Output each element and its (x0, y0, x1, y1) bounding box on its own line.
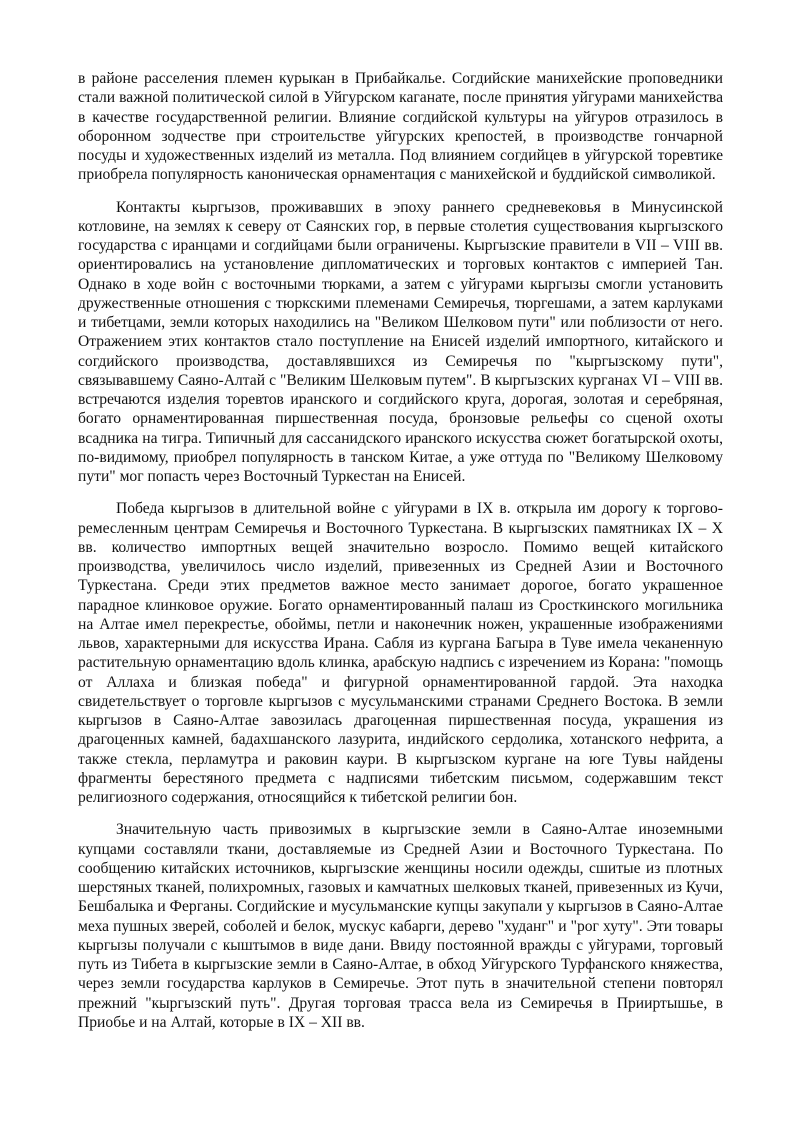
paragraph-kyrgyz-contacts: Контакты кыргызов, проживавших в эпоху раннего средневековья в Минусинской котловине, на землях к северу от Саянских гор, в первые столетия существования кыргызского государства с иранцами и согдийцами были ограничены. Кыргызские правители в VII – VIII вв. ориентировались на установление дипломатических и торговых контактов с империей Тан. Однако в ходе войн с восточными тюрками, а затем с уйгурами кыргызы смогли установить дружественные отношения с тюркскими племенами Семиречья, тюргешами, а затем карлуками и тибетцами, земли которых находились на "Великом Шелковом пути" или поблизости от него. Отражением этих контактов стало поступление на Енисей изделий импортного, китайского и согдийского производства, доставлявшихся из Семиречья по "кыргызскому пути", связывавшему Саяно-Алтай с "Великим Шелковым путем". В кыргызских курганах VI – VIII вв. встречаются изделия торевтов иранского и согдийского круга, дорогая, золотая и серебряная, богато орнаментированная пиршественная посуда, бронзовые рельефы со сценой охоты всадника на тигра. Типичный для сассанидского иранского искусства сюжет богатырской охоты, по-видимому, приобрел популярность в танском Китае, а уже оттуда по "Великому Шелковому пути" мог попасть через Восточный Туркестан на Енисей. (78, 198, 723, 485)
paragraph-imported-fabrics: Значительную часть привозимых в кыргызские земли в Саяно-Алтае иноземными купцами составляли ткани, доставляемые из Средней Азии и Восточного Туркестана. По сообщению китайских источников, кыргызские женщины носили одежды, сшитые из плотных шерстяных тканей, полихромных, газовых и камчатных шелковых тканей, привезенных из Кучи, Бешбалыка и Ферганы. Согдийские и мусульманские купцы закупали у кыргызов в Саяно-Алтае меха пушных зверей, соболей и белок, мускус кабарги, дерево "худанг" и "рог хуту". Эти товары кыргызы получали с кыштымов в виде дани. Ввиду постоянной вражды с уйгурами, торговый путь из Тибета в кыргызские земли в Саяно-Алтае, в обход Уйгурского Турфанского княжества, через земли государства карлуков в Семиречье. Этот путь в значительной степени повторял прежний "кыргызский путь". Другая торговая трасса вела из Семиречья в Прииртышье, в Приобье и на Алтай, которые в IX – XII вв. (78, 821, 723, 1031)
paragraph-continuation: в районе расселения племен курыкан в Прибайкалье. Согдийские манихейские проповедники стали важной политической силой в Уйгурском каганате, после принятия уйгурами манихейства в качестве государственной религии. Влияние согдийской культуры на уйгуров отразилось в оборонном зодчестве при строительстве уйгурских крепостей, в производстве гончарной посуды и художественных изделий из металла. Под влиянием согдийцев в уйгурской торевтике приобрела популярность каноническая орнаментация с манихейской и буддийской символикой. (78, 70, 723, 184)
paragraph-kyrgyz-victory: Победа кыргызов в длительной войне с уйгурами в IX в. открыла им дорогу к торгово-ремесленным центрам Семиречья и Восточного Туркестана. В кыргызских памятниках IX – X вв. количество импортных вещей значительно возросло. Помимо вещей китайского производства, увеличилось число изделий, привезенных из Средней Азии и Восточного Туркестана. Среди этих предметов важное место занимает дорогое, богато украшенное парадное клинковое оружие. Богато орнаментированный палаш из Сросткинского могильника на Алтае имел перекрестье, обоймы, петли и наконечник ножен, украшенные изображениями львов, характерными для искусства Ирана. Сабля из кургана Багыра в Туве имела чеканенную растительную орнаментацию вдоль клинка, арабскую надпись с изречением из Корана: "помощь от Аллаха и близкая победа" и фигурной орнаментированной гардой. Эта находка свидетельствует о торговле кыргызов с мусульманскими странами Среднего Востока. В земли кыргызов в Саяно-Алтае завозилась драгоценная пиршественная посуда, украшения из драгоценных камней, бадахшанского лазурита, индийского сердолика, хотанского нефрита, а также стекла, перламутра и раковин каури. В кыргызском кургане на юге Тувы найдены фрагменты берестяного предмета с надписями тибетским письмом, содержавшим текст религиозного содержания, относящийся к тибетской религии бон. (78, 500, 723, 806)
document-page (78, 69, 723, 1045)
